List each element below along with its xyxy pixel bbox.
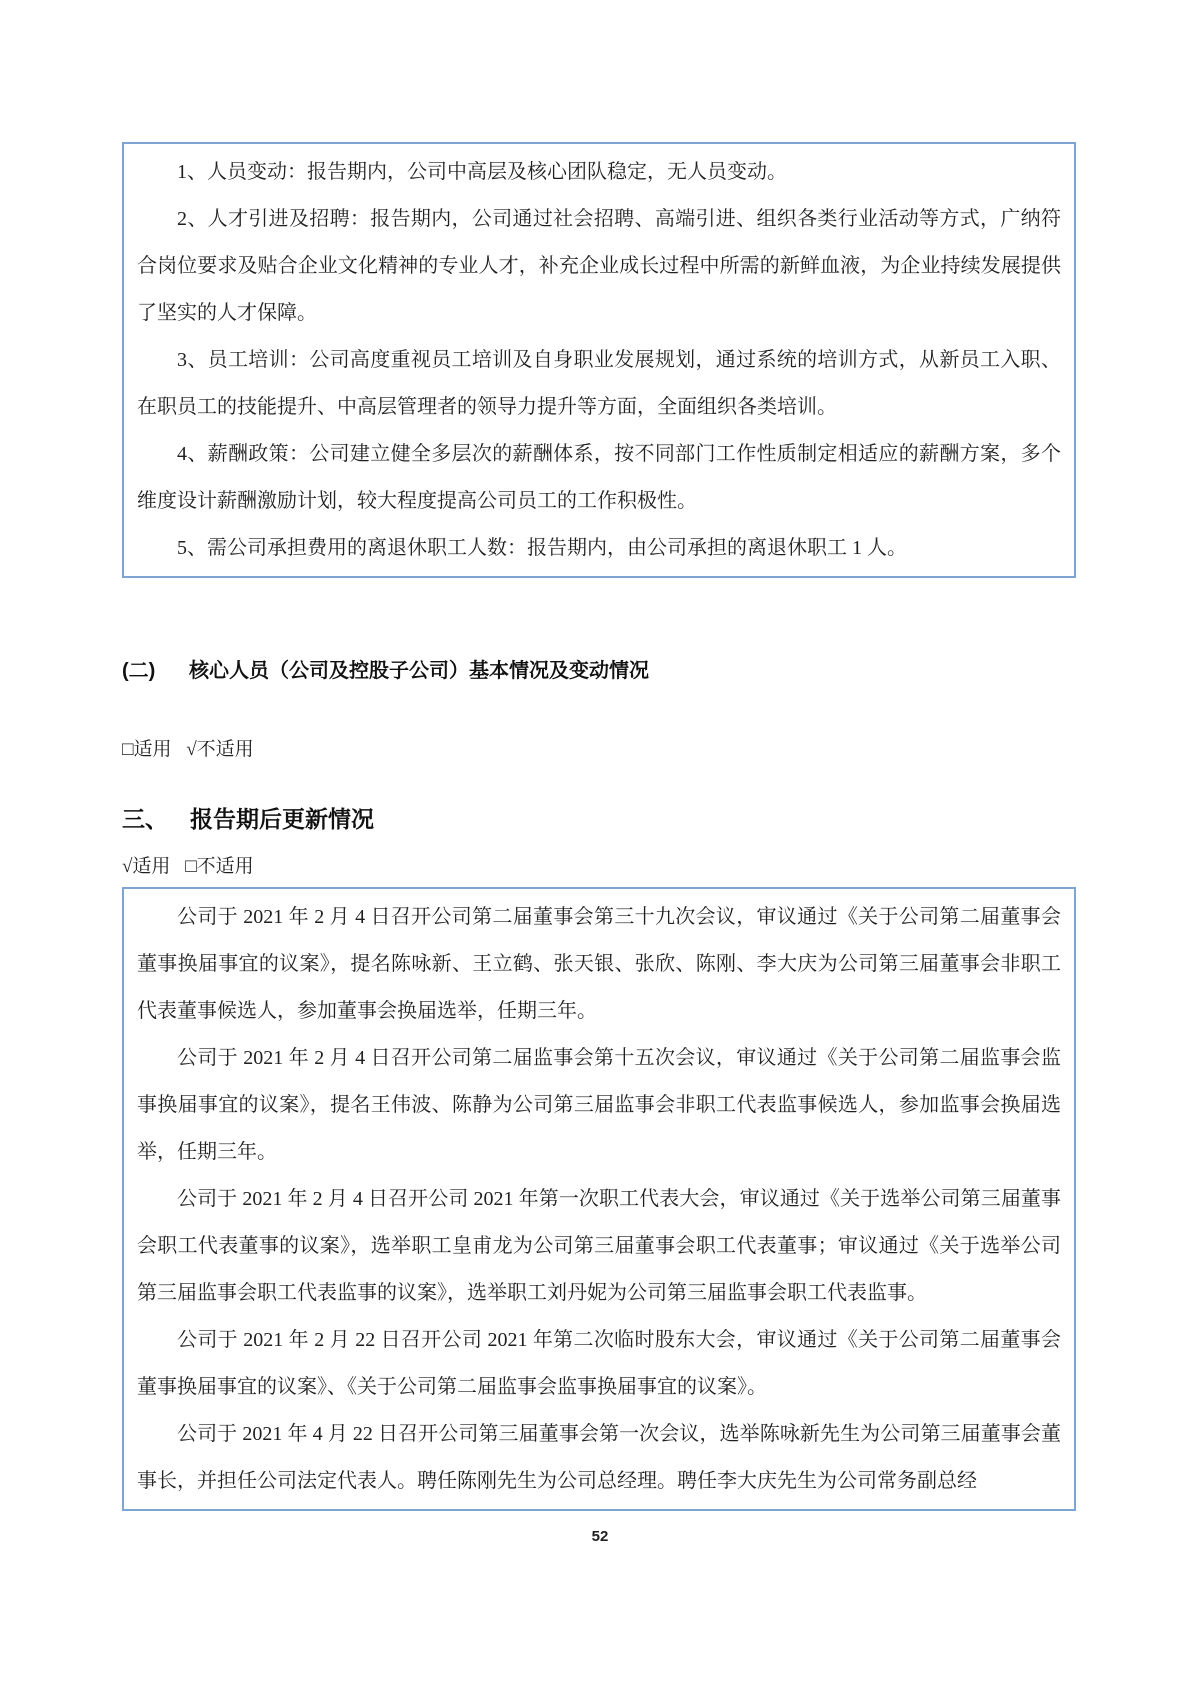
paragraph-retired-employees: 5、需公司承担费用的离退休职工人数：报告期内，由公司承担的离退休职工 1 人。: [177, 537, 907, 559]
section-heading-core-personnel: [122, 654, 1200, 683]
applicability-line-post-period: [122, 854, 1200, 880]
post-period-updates-box: [122, 887, 1076, 1511]
paragraph-employee-congress: 公司于 2021 年 2 月 4 日召开公司 2021 年第一次职工代表大会，审议通过《关于选举公司第三届董事会职工代表董事的议案》，选举职工皇甫龙为公司第三届董事会职工代表董事；审议通过《关于选举公司第三届监事会职工代表监事的议案》，选举职工刘丹妮为公司第三届监事会职工代表监事。: [137, 1188, 1061, 1304]
paragraph-board-meeting-39: 公司于 2021 年 2 月 4 日召开公司第二届董事会第三十九次会议，审议通过《关于公司第二届董事会董事换届事宜的议案》，提名陈咏新、王立鹤、张天银、张欣、陈刚、李大庆为公司第三届董事会非职工代表董事候选人，参加董事会换届选举，任期三年。: [137, 906, 1061, 1022]
paragraph-talent-recruitment: 2、人才引进及招聘：报告期内，公司通过社会招聘、高端引进、组织各类行业活动等方式，广纳符合岗位要求及贴合企业文化精神的专业人才，补充企业成长过程中所需的新鲜血液，为企业持续发展提供了坚实的人才保障。: [137, 208, 1061, 324]
section-numeral-3: 三、: [122, 806, 168, 832]
checkbox-not-applicable-checked: √不适用: [186, 739, 254, 760]
personnel-overview-box: [122, 142, 1076, 578]
section-heading-post-period-updates: [122, 801, 1200, 834]
section-numeral-2: (二): [122, 660, 156, 682]
checkbox-applicable-unchecked: □适用: [122, 739, 172, 760]
section-title-post-period-updates: 报告期后更新情况: [190, 806, 374, 832]
paragraph-third-board-first-meeting: 公司于 2021 年 4 月 22 日召开公司第三届董事会第一次会议，选举陈咏新先生为公司第三届董事会董事长，并担任公司法定代表人。聘任陈刚先生为公司总经理。聘任李大庆先生为公司常务副总经: [137, 1423, 1061, 1492]
section-title-core-personnel: 核心人员（公司及控股子公司）基本情况及变动情况: [189, 660, 649, 682]
paragraph-shareholder-meeting: 公司于 2021 年 2 月 22 日召开公司 2021 年第二次临时股东大会，审议通过《关于公司第二届董事会董事换届事宜的议案》、《关于公司第二届监事会监事换届事宜的议案》。: [137, 1329, 1061, 1398]
paragraph-compensation-policy: 4、薪酬政策：公司建立健全多层次的薪酬体系，按不同部门工作性质制定相适应的薪酬方案，多个维度设计薪酬激励计划，较大程度提高公司员工的工作积极性。: [137, 443, 1061, 512]
page-number: 52: [591, 1528, 609, 1545]
applicability-line-core-personnel: [122, 737, 1200, 763]
checkbox-not-applicable-unchecked: □不适用: [185, 856, 254, 877]
checkbox-applicable-checked: √适用: [122, 856, 171, 877]
paragraph-employee-training: 3、员工培训：公司高度重视员工培训及自身职业发展规划，通过系统的培训方式，从新员工入职、在职员工的技能提升、中高层管理者的领导力提升等方面，全面组织各类培训。: [137, 349, 1061, 418]
paragraph-supervisory-meeting-15: 公司于 2021 年 2 月 4 日召开公司第二届监事会第十五次会议，审议通过《关于公司第二届监事会监事换届事宜的议案》，提名王伟波、陈静为公司第三届监事会非职工代表监事候选人，参加监事会换届选举，任期三年。: [137, 1047, 1061, 1163]
paragraph-personnel-change: 1、人员变动：报告期内，公司中高层及核心团队稳定，无人员变动。: [177, 161, 787, 183]
